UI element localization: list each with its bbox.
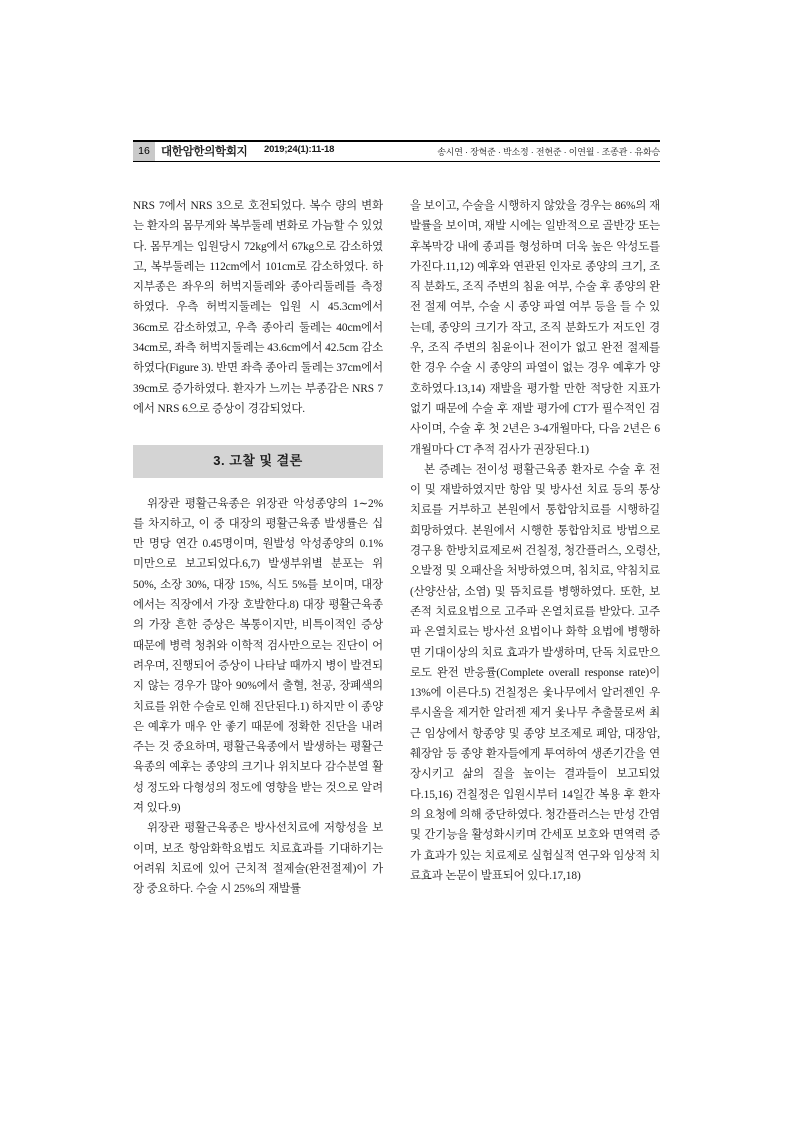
header-rule-bottom <box>133 161 660 162</box>
paragraph: NRS 7에서 NRS 3으로 호전되었다. 복수 량의 변화는 환자의 몸무게와 복부둘레 변화로 가늠할 수 있었다. 몸무게는 입원당시 72kg에서 67kg으로 감소하였고, 복부둘레는 112cm에서 101cm로 감소하였다. 하지부종은 좌우의 허벅지둘레와 종아리둘레를 측정하였다. 우측 허벅지둘레는 입원 시 45.3cm에서 36cm로 감소하였고, 우측 종아리 둘레는 40cm에서 34cm로, 좌측 허벅지둘레는 43.6cm에서 42.5cm 감소하였다(Figure 3). 반면 좌측 종아리 둘레는 37cm에서 39cm로 증가하였다. 환자가 느끼는 부종감은 NRS 7에서 NRS 6으로 증상이 경감되었다. <box>133 200 383 415</box>
journal-title: 대한암한의학회지 <box>161 146 248 158</box>
page-number: 16 <box>133 142 155 161</box>
running-head <box>133 140 660 162</box>
paragraph: 위장관 평활근육종은 위장관 악성종양의 1∼2%를 차지하고, 이 중 대장의 평활근육종 발생률은 십만 명당 연간 0.45명이며, 원발성 악성종양의 0.1% 미만으로 보고되었다.6,7) 발생부위별 분포는 위 50%, 소장 30%, 대장 15%, 식도 5%를 보이며, 대장에서는 직장에서 가장 호발한다.8) 대장 평활근육종의 가장 흔한 증상은 복통이지만, 비특이적인 증상 때문에 병력 청취와 이학적 검사만으로는 진단이 어려우며, 진행되어 증상이 나타날 때까지 병이 발견되지 않는 경우가 많아 90%에서 출혈, 천공, 장폐색의 치료를 위한 수술로 인해 진단된다.1) 하지만 이 종양은 예후가 매우 안 좋기 때문에 정확한 진단을 내려 주는 것 중요하며, 평활근육종에서 발생하는 평활근육종의 예후는 종양의 크기나 위치보다 감수분열 활성 정도와 다형성의 정도에 영향을 받는 것으로 알려져 있다.9) <box>133 497 383 815</box>
author-list: 송시연 · 장혁준 · 박소정 · 전현준 · 이연월 · 조종관 · 유화승 <box>437 147 660 157</box>
journal-citation: 2019;24(1):11-18 <box>264 144 335 155</box>
right-column <box>410 196 660 886</box>
paragraph: 위장관 평활근육종은 방사선치료에 저항성을 보이며, 보조 항암화학요법도 치료효과를 기대하기는 어려워 치료에 있어 근치적 절제술(완전절제)이 가장 중요하다. 수술 시 25%의 재발률 <box>133 822 383 896</box>
left-column <box>133 196 383 900</box>
header-rule-top <box>133 140 660 142</box>
paragraph: 을 보이고, 수술을 시행하지 않았을 경우는 86%의 재발률을 보이며, 재발 시에는 일반적으로 골반강 또는 후복막강 내에 종괴를 형성하며 더욱 높은 악성도를 가진다.11,12) 예후와 연관된 인자로 종양의 크기, 조직 분화도, 조직 주변의 침윤 여부, 수술 후 종양의 완전 절제 여부, 수술 시 종양 파열 여부 등을 들 수 있는데, 종양의 크기가 작고, 조직 분화도가 저도인 경우, 조직 주변의 침윤이나 전이가 없고 완전 절제를 한 경우 수술 시 종양의 파열이 없는 경우 예후가 양호하였다.13,14) 재발을 평가할 만한 적당한 지표가 없기 때문에 수술 후 재발 평가에 CT가 필수적인 검사이며, 수술 후 첫 2년은 3-4개월마다, 다음 2년은 6개월마다 CT 추적 검사가 권장된다.1) <box>410 200 660 456</box>
paragraph: 본 증례는 전이성 평활근육종 환자로 수술 후 전이 및 재발하였지만 항암 및 방사선 치료 등의 통상치료를 거부하고 본원에서 통합암치료를 시행하길 희망하였다. 본원에서 시행한 통합암치료 방법으로 경구용 한방치료제로써 건칠정, 청간플러스, 오령산, 오발정 및 오패산을 처방하였으며, 침치료, 약침치료(산양산삼, 소염) 및 뜸치료를 병행하였다. 또한, 보존적 치료요법으로 고주파 온열치료를 받았다. 고주파 온열치료는 방사선 요법이나 화학 요법에 병행하면 기대이상의 치료 효과가 발생하며, 단독 치료만으로도 완전 반응률(Complete overall response rate)이 13%에 이른다.5) 건칠정은 옻나무에서 알러젠인 우루시올을 제거한 알러젠 제거 옻나무 추출물로써 최근 임상에서 항종양 및 종양 보조제로 폐암, 대장암, 췌장암 등 종양 환자들에게 투여하여 생존기간을 연장시키고 삶의 질을 높이는 결과들이 보고되었다.15,16) 건칠정은 입원시부터 14일간 복용 후 환자의 요청에 의해 중단하였다. 청간플러스는 만성 간염 및 간기능을 활성화시키며 간세포 보호와 면역력 증가 효과가 있는 치료제로 실험실적 연구와 임상적 치료효과 논문이 발표되어 있다.17,18) <box>410 463 660 882</box>
section-heading: 3. 고찰 및 결론 <box>133 445 383 477</box>
